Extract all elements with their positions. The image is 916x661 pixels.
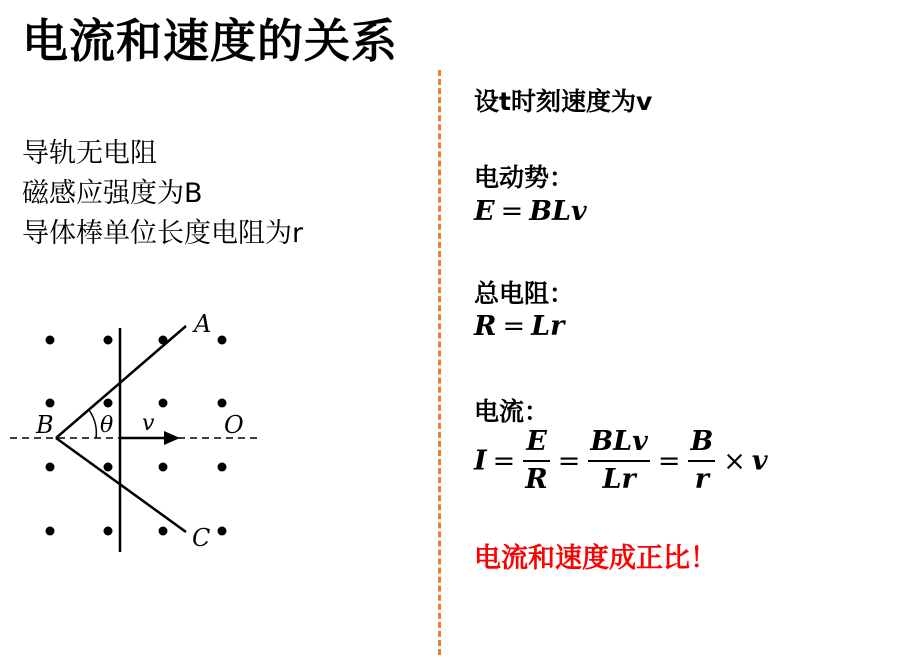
- resistance-rhs: Lr: [531, 311, 565, 342]
- fraction-E-over-R: $\frac{E}{R}$: [525, 426, 548, 495]
- fraction-BLv-over-Lr: $\frac{\text{BLv}}{Lr}$: [590, 426, 648, 495]
- label-C: C: [192, 524, 211, 552]
- theta-arc: [89, 410, 96, 438]
- given-magnetic-field: 磁感应强度为B: [22, 178, 203, 209]
- given-rod-resistance: 导体棒单位长度电阻为r: [22, 218, 304, 249]
- given-rails-no-resistance: 导轨无电阻: [22, 138, 157, 169]
- resistance-lhs: R: [474, 311, 497, 342]
- label-A: A: [194, 310, 212, 338]
- rail-diagram: [0, 300, 420, 640]
- current-lhs: I: [474, 445, 487, 477]
- resistance-label: 总电阻：: [474, 279, 575, 308]
- intro-text: 设t时刻速度为v: [474, 87, 653, 116]
- resistance-equation: R = Lr: [474, 311, 565, 342]
- velocity-arrowhead: [164, 431, 180, 445]
- label-v: v: [142, 411, 155, 436]
- current-label: 电流：: [474, 397, 550, 426]
- emf-label: 电动势：: [474, 163, 575, 192]
- label-theta: θ: [100, 413, 114, 438]
- emf-lhs: E: [474, 196, 495, 227]
- dashed-divider: [438, 70, 441, 655]
- emf-rhs: BLv: [529, 196, 587, 227]
- given-conditions: [22, 134, 303, 254]
- slide-title: 电流和速度的关系: [22, 14, 398, 68]
- label-B: B: [36, 411, 54, 439]
- field-dots: [46, 336, 227, 536]
- times-sign: ×: [723, 445, 746, 477]
- conclusion-text: 电流和速度成正比！: [474, 543, 717, 574]
- current-equation: I = $\frac{E}{R}$ = $\frac{\text{BLv}}{Lr}$ = $\frac{B}{r}$ × v: [474, 424, 768, 498]
- fraction-B-over-r: $\frac{B}{r}$: [690, 426, 714, 495]
- current-tail-v: v: [751, 445, 768, 477]
- label-O: O: [224, 411, 244, 439]
- emf-equation: E = BLv: [474, 196, 587, 227]
